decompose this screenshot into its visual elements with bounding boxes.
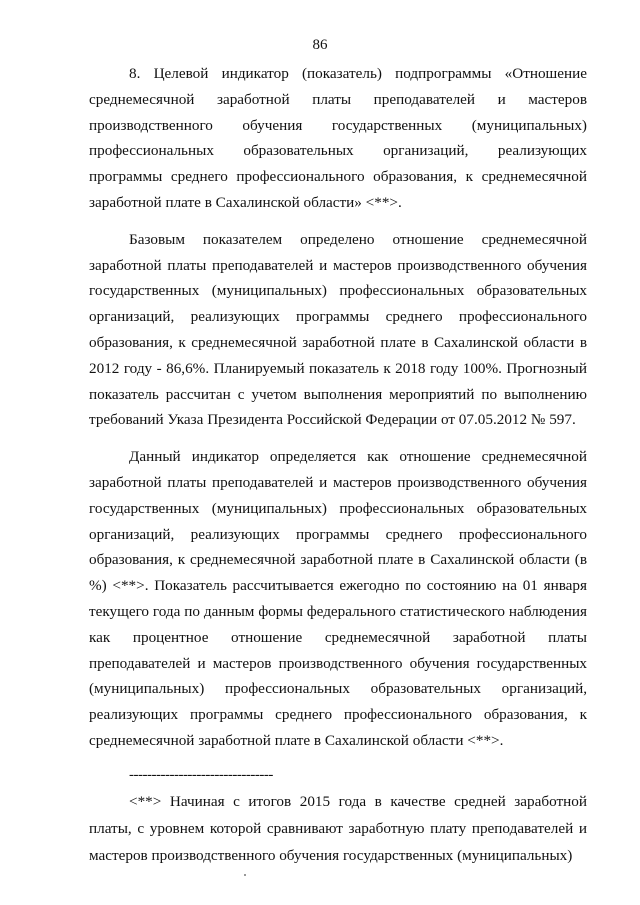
page-number: 86: [312, 37, 328, 53]
scan-dot: [244, 874, 246, 876]
paragraph-indicator-8: 8. Целевой индикатор (показатель) подпрограммы «Отношение среднемесячной заработной платы преподавателей и мастеров производственного обучения государственных (муниципальных) профессиональных образовательных организаций, реализующих программы среднего профессионального образования, к среднемесячной заработной плате в Сахалинской области» <**>.: [89, 65, 587, 211]
footnote-separator: --------------------------------: [129, 766, 273, 783]
paragraph-indicator-definition: Данный индикатор определяется как отношение среднемесячной заработной платы преподавателей и мастеров производственного обучения государственных (муниципальных) профессиональных образовательных организаций, реализующих программы среднего профессионального образования, к среднемесячной заработной плате в Сахалинской области (в %) <**>. Показатель рассчитывается ежегодно по состоянию на 01 января текущего года по данным формы федерального статистического наблюдения как процентное отношение среднемесячной заработной платы преподавателей и мастеров производственного обучения государственных (муниципальных) профессиональных образовательных организаций, реализующих программы среднего профессионального образования, к среднемесячной заработной плате в Сахалинской области <**>.: [89, 448, 587, 749]
paragraph-base-indicator: Базовым показателем определено отношение среднемесячной заработной платы преподавателей и мастеров производственного обучения государственных (муниципальных) профессиональных образовательных организаций, реализующих программы среднего профессионального образования, к среднемесячной заработной плате в Сахалинской области в 2012 году - 86,6%. Планируемый показатель к 2018 году 100%. Прогнозный показатель рассчитан с учетом выполнения мероприятий по выполнению требований Указа Президента Российской Федерации от 07.05.2012 № 597.: [89, 230, 587, 429]
document-body: [89, 61, 587, 869]
footnote-text: <**> Начиная с итогов 2015 года в качестве средней заработной платы, с уровнем которой сравнивают заработную плату преподавателей и мастеров производственного обучения государственных (муниципальных): [89, 792, 587, 864]
